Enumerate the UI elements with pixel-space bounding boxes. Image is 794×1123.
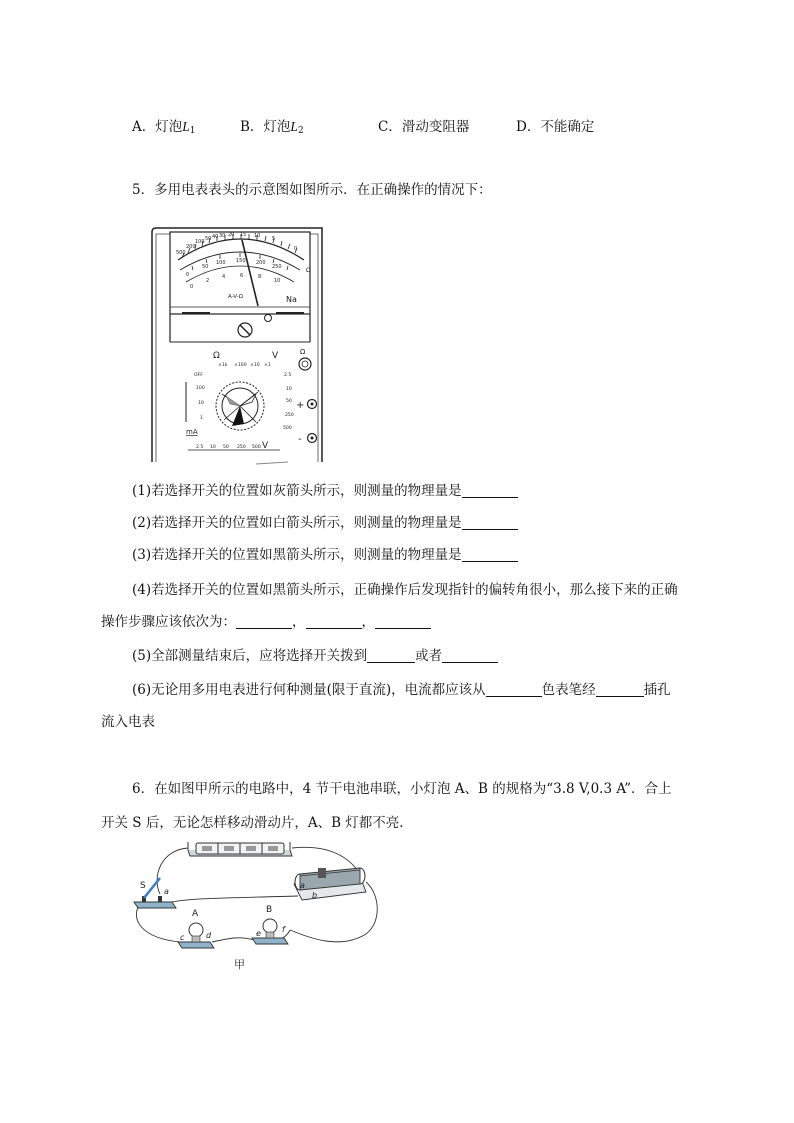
scale-mid-label: 0 — [186, 272, 190, 278]
v-bottom-label: 2.5 — [196, 445, 204, 450]
terminal-c-label: c — [180, 933, 185, 942]
answer-blank[interactable] — [462, 515, 518, 530]
scale-top-label: 50 — [205, 236, 212, 242]
terminal-a-label: a — [300, 881, 305, 890]
answer-blank[interactable] — [375, 614, 431, 629]
q6-stem-line1: 6．在如图甲所示的电路中，4 节干电池串联，小灯泡 A、B 的规格为“3.8 V,0.3 A”．合上 — [132, 781, 672, 797]
option-a: A．灯泡$L_1$ — [132, 119, 196, 136]
answer-blank[interactable] — [596, 682, 644, 697]
answer-blank[interactable] — [367, 648, 415, 663]
answer-blank[interactable] — [236, 614, 292, 629]
scale-low-label: 4 — [222, 274, 226, 280]
v-bottom-label: 500 — [252, 445, 261, 450]
q5-sub5: (5)全部测量结束后，应将选择开关拨到 或者 — [132, 646, 498, 666]
scale-top-label: 40 — [212, 234, 219, 240]
terminal-f-label: f — [282, 925, 285, 934]
option-c: C．滑动变阻器 — [378, 119, 470, 135]
scale-low-label: 0 — [190, 284, 194, 290]
ohm-range-label: ×1k — [218, 363, 228, 368]
v-range-label: 10 — [286, 387, 292, 392]
circuit-figure — [130, 838, 390, 974]
v-bottom-label: 50 — [223, 445, 229, 450]
scale-top-label: 100 — [195, 239, 205, 245]
q5-sub3: (3)若选择开关的位置如黑箭头所示，则测量的物理量是 — [132, 545, 518, 565]
scale-top-label: 10 — [254, 233, 261, 239]
switch-terminal-label: a — [164, 887, 169, 896]
minus-jack-label: - — [298, 434, 302, 445]
scale-mid-label: 100 — [216, 260, 226, 266]
switch-label: S — [140, 881, 146, 891]
answer-blank[interactable] — [462, 547, 518, 562]
option-d: D．不能确定 — [516, 119, 595, 135]
scale-low-label: 10 — [274, 278, 281, 284]
scale-mid-label: 200 — [256, 260, 266, 266]
scale-top-label: 500 — [176, 250, 186, 256]
lamp-a-base — [178, 942, 214, 948]
terminal-b-label: b — [312, 891, 318, 900]
rheostat-slider[interactable] — [318, 868, 326, 878]
terminal-d-label: d — [206, 931, 212, 940]
ohm-range-label: ×10 — [250, 363, 260, 368]
scale-top-label: 200 — [186, 244, 196, 250]
switch-base — [134, 902, 176, 908]
plus-jack-label: + — [296, 400, 305, 411]
answer-blank[interactable] — [306, 614, 362, 629]
face-label: A-V-Ω — [228, 294, 243, 300]
ma-symbol: mA — [186, 428, 198, 436]
scale-top-label: 5 — [272, 236, 276, 242]
lamp-b-base — [252, 938, 288, 944]
figure-caption: 甲 — [234, 958, 245, 971]
q6-stem-line2: 开关 S 后，无论怎样移动滑动片，A、B 灯都不亮． — [101, 815, 413, 831]
v-range-label: 500 — [283, 426, 292, 431]
lamp-a-label: A — [192, 909, 199, 919]
q5-sub4-line2: 操作步骤应该依次为： ， ， — [101, 612, 431, 632]
ohm-range-symbol: Ω — [213, 351, 220, 361]
option-b: B．灯泡$L_2$ — [240, 119, 304, 136]
q5-stem: 5．多用电表表头的示意图如图所示．在正确操作的情况下： — [132, 182, 492, 198]
volt-range-symbol: V — [272, 351, 279, 361]
ohm-adjust-label: Ω — [300, 348, 306, 356]
scale-mid-label: 50 — [202, 264, 209, 270]
scale-top-label: 30 — [219, 233, 226, 239]
q5-sub6-line1: (6)无论用多用电表进行何种测量(限于直流)，电流都应该从 色表笔经 插孔 — [132, 682, 671, 698]
scale-mid-label: 250 — [272, 264, 282, 270]
v-bottom-label: 10 — [210, 445, 216, 450]
ma-range-label: OFF — [194, 373, 203, 378]
v-range-label: 250 — [285, 413, 294, 418]
ohm-scale-label: Ω — [306, 267, 311, 274]
q5-sub4-line1: (4)若选择开关的位置如黑箭头所示，正确操作后发现指针的偏转角很小，那么接下来的正确 — [132, 582, 678, 598]
scale-low-label: 8 — [258, 274, 262, 280]
q5-sub1: (1)若选择开关的位置如灰箭头所示，则测量的物理量是 — [132, 481, 518, 501]
v-bottom-label: 250 — [237, 445, 246, 450]
v-range-label: 50 — [286, 399, 292, 404]
multimeter-figure — [148, 226, 328, 466]
ohm-range-label: ×1 — [264, 363, 271, 368]
scale-top-label: 0 — [294, 246, 298, 252]
answer-blank[interactable] — [442, 648, 498, 663]
scale-top-label: 15 — [240, 232, 247, 238]
ohm-range-label: ×100 — [234, 363, 247, 368]
answer-blank[interactable] — [462, 483, 518, 498]
ma-range-label: 1 — [200, 416, 203, 421]
lamp-a-bulb — [189, 923, 203, 937]
ma-range-label: 10 — [198, 401, 204, 406]
ma-range-label: 100 — [196, 386, 205, 391]
lamp-b-bulb — [263, 919, 277, 933]
answer-blank[interactable] — [486, 682, 542, 697]
scale-low-label: 6 — [240, 273, 244, 279]
terminal-e-label: e — [256, 929, 261, 938]
v-range-label: 2.5 — [284, 373, 292, 378]
brand-label: Na — [286, 295, 297, 304]
scale-mid-label: 150 — [236, 258, 246, 264]
q5-sub6-line2: 流入电表 — [101, 714, 155, 730]
q5-sub2: (2)若选择开关的位置如白箭头所示，则测量的物理量是 — [132, 513, 518, 533]
scale-low-label: 2 — [206, 278, 210, 284]
lamp-b-label: B — [266, 905, 273, 915]
volt-bottom-symbol: V — [262, 441, 269, 451]
scale-top-label: 20 — [228, 232, 235, 238]
